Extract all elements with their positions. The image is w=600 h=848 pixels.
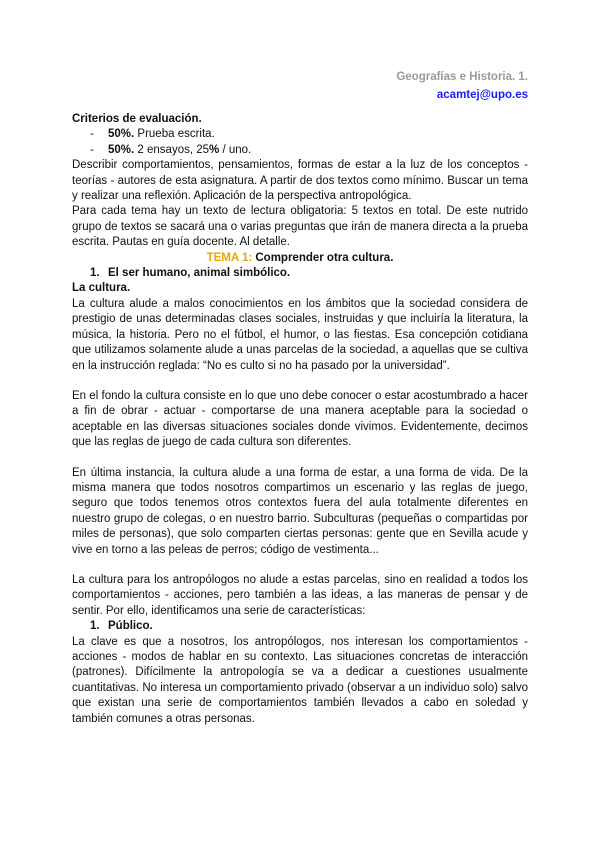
bullet-dash: - [90, 128, 94, 141]
criteria-text-end: / uno. [219, 143, 252, 156]
criteria-percent-sign: % [209, 143, 220, 156]
criteria-title: Criterios de evaluación. [72, 113, 202, 125]
bullet-dash: - [90, 143, 94, 156]
section-heading [72, 266, 528, 281]
tema-heading [72, 251, 528, 266]
culture-paragraph-4: La cultura para los antropólogos no alude a estas parcelas, sino en realidad a todos los comportamientos - acciones, pero también a las ideas, a las maneras de pensar y de sentir. Por ello, identificamos una serie de características: [72, 573, 528, 617]
course-title: Geografías e Historia. 1. [396, 71, 528, 83]
criteria-list [72, 127, 528, 158]
criteria-text: 2 ensayos, 25 [134, 143, 210, 156]
section-title: El ser humano, animal simbólico. [108, 267, 291, 280]
culture-paragraph-3: En última instancia, la cultura alude a una forma de estar, a una forma de vida. De la misma manera que todos nosotros compartimos un escenario y las reglas de juego, seguro que todos tenemos otros contextos fuera del aula totalmente diferentes en nuestro grupo de colegas, o en nuestro barrio. Subculturas (pequeñas o compartidas por miles de personas), que solo comparten ciertas personas: gente que en Sevilla acude y vive en torno a las peleas de perros; código de vestimenta... [72, 466, 528, 556]
culture-paragraph-2: En el fondo la cultura consiste en lo que uno debe conocer o estar acostumbrado a hacer a fin de obrar - actuar - comportarse de una manera aceptable para la sociedad o aceptable en las diversas situaciones sociales donde vivimos. Evidentemente, decimos que las reglas de juego de cada cultura son diferentes. [72, 389, 528, 449]
tema-label: TEMA 1: [206, 251, 253, 264]
culture-paragraph-1: La cultura alude a malos conocimientos en los ámbitos que la sociedad considera de prestigio de unas determinadas clases sociales, instruidas y que incluiría la literatura, la música, la historia. Pero no el fútbol, el humor, o las fiestas. Esa concepción cotidiana que utilizamos solamente alude a unas parcelas de la sociedad, a aquellas que se cultiva en la instrucción reglada: “No es culto si no ha pasado por la universidad”. [72, 297, 528, 372]
email-link[interactable]: acamtej@upo.es [436, 89, 528, 101]
readings-paragraph: Para cada tema hay un texto de lectura obligatoria: 5 textos en total. De este nutrido grupo de textos se sacará una o varias preguntas que irán de manera directa a la prueba escrita. Pautas en guía docente. Al detalle. [72, 205, 528, 249]
criteria-item [72, 143, 528, 158]
culture-heading: La cultura. [72, 282, 131, 295]
page-header [396, 68, 528, 104]
tema-title: Comprender otra cultura. [252, 251, 394, 264]
characteristic-heading [72, 619, 528, 634]
section-number: 1. [90, 267, 100, 280]
criteria-text: Prueba escrita. [134, 128, 215, 141]
criteria-weight: 50%. [108, 143, 135, 156]
criteria-item [72, 127, 528, 142]
criteria-weight: 50%. [108, 128, 135, 141]
characteristic-paragraph: La clave es que a nosotros, los antropólogos, nos interesan los comportamientos - acciones - modos de hablar en su contexto. Las situaciones concretas de interacción (patrones). Difícilmente la antropología se va a dedicar a cuestiones usualmente cuantitativas. No interesa un comportamiento privado (observar a un individuo solo) salvo que existan una serie de comportamientos también llevados a cabo en soledad y también comunes a otras personas. [72, 635, 528, 725]
criteria-description: Describir comportamientos, pensamientos, formas de estar a la luz de los conceptos - teorías - autores de esta asignatura. A partir de dos textos como mínimo. Buscar un tema y realizar una reflexión. Aplicación de la perspectiva antropológica. [72, 159, 528, 203]
document-body [72, 112, 528, 727]
characteristic-title: Público. [108, 620, 153, 633]
characteristic-number: 1. [90, 620, 100, 633]
